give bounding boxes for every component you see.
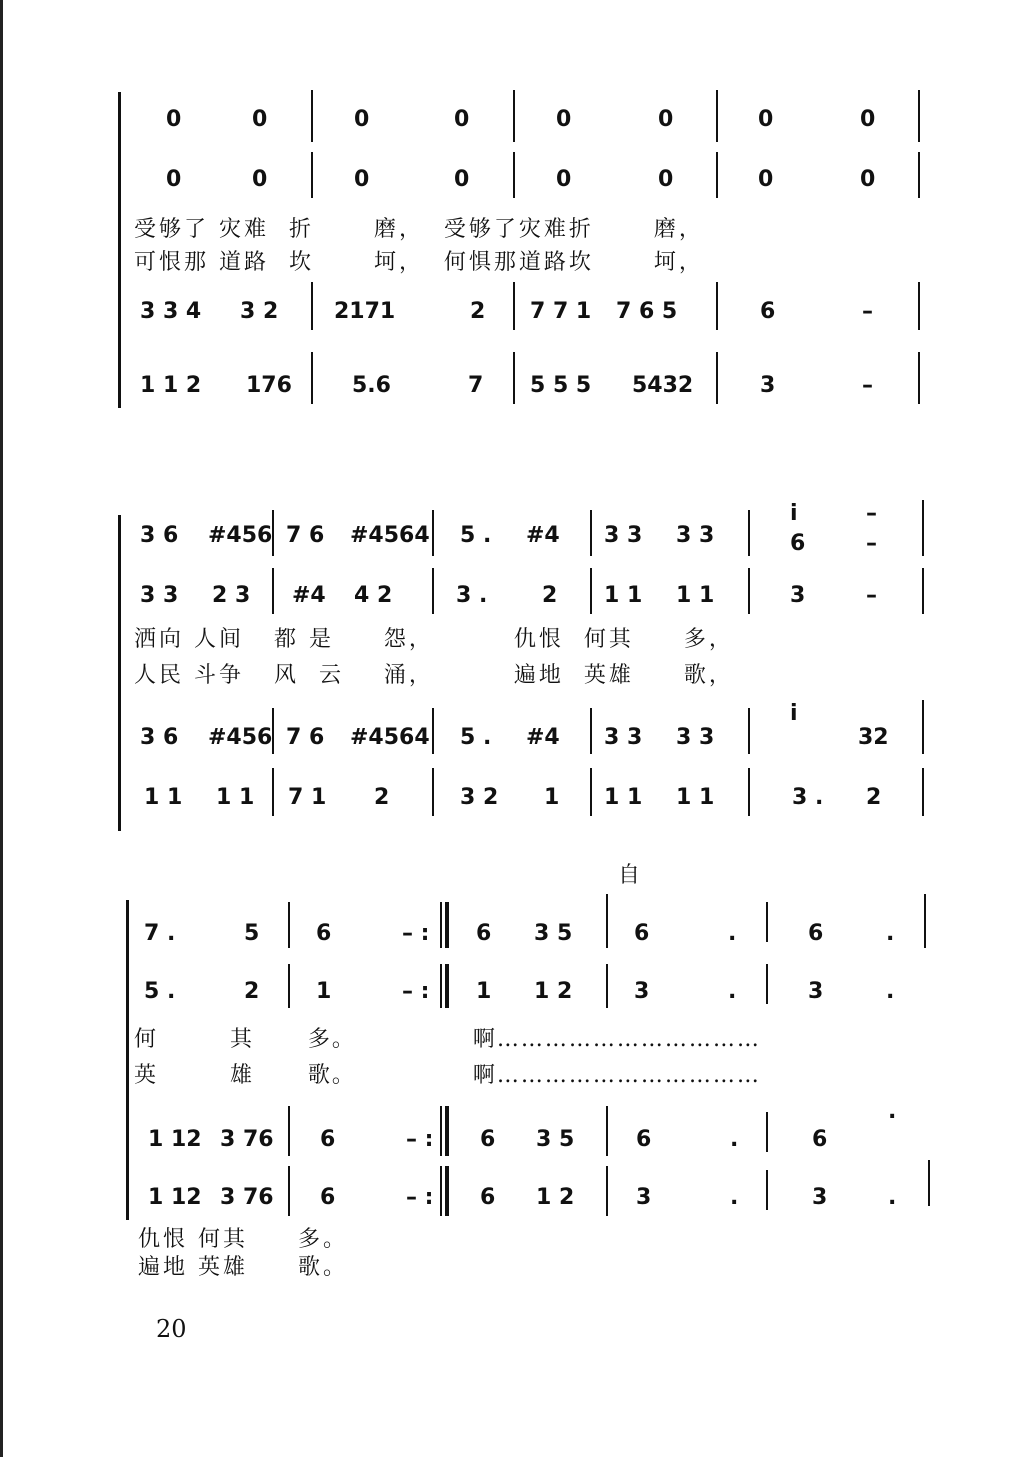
note: 1 1 xyxy=(676,583,715,608)
note: 176 xyxy=(246,373,292,398)
note: 7 6 5 xyxy=(616,299,678,324)
score-row xyxy=(138,784,938,824)
note: #456 xyxy=(208,725,273,750)
bar-line xyxy=(272,768,274,816)
note: 7 . xyxy=(144,921,176,946)
note: 6 xyxy=(812,1127,828,1152)
bar-line xyxy=(432,568,434,614)
note: 5 5 5 xyxy=(530,373,592,398)
note: 1 xyxy=(316,979,332,1004)
bar-line xyxy=(606,1166,608,1216)
note: 0 xyxy=(166,167,182,192)
note: 5.6 xyxy=(352,373,391,398)
note: 1 2 xyxy=(536,1185,575,1210)
note: 0 xyxy=(556,107,572,132)
bar-line xyxy=(513,90,515,142)
note: 2 xyxy=(542,583,558,608)
note: 1 1 xyxy=(604,583,643,608)
note: 5 xyxy=(244,921,260,946)
note: #456 xyxy=(208,523,273,548)
note: 6 xyxy=(480,1185,496,1210)
bar-line xyxy=(288,902,290,948)
double-bar xyxy=(445,902,449,948)
score-row xyxy=(138,978,938,1018)
note: 1 2 xyxy=(534,979,573,1004)
bar-line xyxy=(311,152,313,198)
note: 3 xyxy=(760,373,776,398)
note: 0 xyxy=(252,167,268,192)
note: 6 xyxy=(316,921,332,946)
note: 7 xyxy=(468,373,484,398)
note: 3 3 xyxy=(676,725,715,750)
bar-line xyxy=(766,1170,768,1210)
note: 1 12 xyxy=(148,1127,202,1152)
lyric-line: 人民 斗争 风 云 涌， 遍地 英雄 歌， xyxy=(134,663,734,688)
note: 7 6 xyxy=(286,523,325,548)
bar-line xyxy=(928,1160,930,1206)
bar-line xyxy=(922,500,924,556)
note: 6 xyxy=(634,921,650,946)
bar-line xyxy=(440,964,442,1008)
system-brace xyxy=(126,900,129,1220)
note: 1 1 xyxy=(604,785,643,810)
section-mark: 自 xyxy=(618,863,641,888)
note: 0 xyxy=(758,167,774,192)
note: 6 xyxy=(760,299,776,324)
note: 3 2 xyxy=(240,299,279,324)
note: #4564 xyxy=(350,725,430,750)
bar-line xyxy=(432,768,434,816)
bar-line xyxy=(922,568,924,614)
bar-line xyxy=(311,352,313,404)
system-brace xyxy=(118,92,121,408)
note: 3 3 xyxy=(604,523,643,548)
score-row xyxy=(138,1184,938,1224)
note: 3 6 xyxy=(140,725,179,750)
bar-line xyxy=(918,282,920,330)
bar-line xyxy=(766,902,768,942)
bar-line xyxy=(716,352,718,404)
note: . xyxy=(886,979,895,1004)
lyric-line: 洒向 人间 都 是 怨， 仇恨 何其 多， xyxy=(134,627,734,652)
bar-line xyxy=(748,510,750,556)
bar-line xyxy=(272,568,274,614)
bar-line xyxy=(918,90,920,142)
note: 3 xyxy=(790,583,806,608)
note: 2 xyxy=(244,979,260,1004)
note: 3 3 xyxy=(676,523,715,548)
bar-line xyxy=(918,352,920,404)
note: 1 xyxy=(476,979,492,1004)
lyric-line: 遍地 英雄 歌。 xyxy=(138,1255,348,1280)
lyric-line: 受够了 灾难 折 磨， 受够了灾难折 磨， xyxy=(134,217,704,242)
score-row xyxy=(138,106,938,146)
note: 0 xyxy=(454,167,470,192)
lyric-line: 英 雄 歌。 啊…………………………… xyxy=(134,1063,761,1088)
bar-line xyxy=(748,568,750,614)
note: 3 5 xyxy=(536,1127,575,1152)
note: – : xyxy=(406,1185,434,1210)
note: 2 xyxy=(374,785,390,810)
note: 1 1 xyxy=(144,785,183,810)
note: 4 2 xyxy=(354,583,393,608)
note: i xyxy=(790,501,798,526)
note: 3 xyxy=(634,979,650,1004)
score-row xyxy=(138,298,938,338)
note: #4 xyxy=(292,583,326,608)
bar-line xyxy=(716,282,718,330)
bar-line xyxy=(922,768,924,816)
note: 1 xyxy=(544,785,560,810)
note: 3 3 xyxy=(604,725,643,750)
bar-line xyxy=(590,708,592,754)
note: 3 2 xyxy=(460,785,499,810)
note: 2 3 xyxy=(212,583,251,608)
note: 0 xyxy=(252,107,268,132)
double-bar xyxy=(445,1166,449,1216)
note: – : xyxy=(402,979,430,1004)
note: #4 xyxy=(526,523,560,548)
bar-line xyxy=(513,152,515,198)
note: 1 1 2 xyxy=(140,373,202,398)
note: 6 xyxy=(320,1127,336,1152)
note: 1 1 xyxy=(676,785,715,810)
bar-line xyxy=(924,894,926,948)
bar-line xyxy=(440,1106,442,1156)
note: 7 7 1 xyxy=(530,299,592,324)
system-brace xyxy=(118,515,121,831)
bar-line xyxy=(606,894,608,948)
bar-line xyxy=(272,708,274,754)
note: 6 xyxy=(636,1127,652,1152)
note: . xyxy=(886,921,895,946)
bar-line xyxy=(922,700,924,754)
note: #4 xyxy=(526,725,560,750)
score-row xyxy=(138,701,938,764)
note: 2 xyxy=(470,299,486,324)
note: 0 xyxy=(354,167,370,192)
note: 6 xyxy=(320,1185,336,1210)
bar-line xyxy=(716,152,718,198)
note: 6 xyxy=(480,1127,496,1152)
note: – xyxy=(866,501,877,526)
bar-line xyxy=(440,902,442,948)
note: 3 xyxy=(636,1185,652,1210)
double-bar xyxy=(445,964,449,1008)
note: 3 3 xyxy=(140,583,179,608)
note: . xyxy=(730,1127,739,1152)
lyric-line: 仇恨 何其 多。 xyxy=(138,1227,348,1252)
bar-line xyxy=(606,1106,608,1156)
note: 6 xyxy=(476,921,492,946)
note: i xyxy=(790,701,798,726)
bar-line xyxy=(513,352,515,404)
note: 0 xyxy=(354,107,370,132)
note: – xyxy=(862,373,873,398)
note: 1 1 xyxy=(216,785,255,810)
note: 3 6 xyxy=(140,523,179,548)
note: 3 . xyxy=(792,785,824,810)
bar-line xyxy=(590,768,592,816)
bar-line xyxy=(606,964,608,1008)
note: 3 5 xyxy=(534,921,573,946)
bar-line xyxy=(513,282,515,330)
bar-line xyxy=(272,510,274,556)
note: – : xyxy=(402,921,430,946)
bar-line xyxy=(311,90,313,142)
note: 0 xyxy=(166,107,182,132)
note: . xyxy=(888,1099,897,1124)
score-row xyxy=(138,582,938,622)
score-row xyxy=(138,372,938,412)
bar-line xyxy=(288,1106,290,1156)
note: 3 76 xyxy=(220,1185,274,1210)
note: – xyxy=(866,531,877,556)
note: – xyxy=(862,299,873,324)
note: 7 1 xyxy=(288,785,327,810)
bar-line xyxy=(766,964,768,1004)
note: 5 . xyxy=(460,725,492,750)
note: 3 . xyxy=(456,583,488,608)
note: 3 3 4 xyxy=(140,299,202,324)
note: 3 xyxy=(808,979,824,1004)
note: 5432 xyxy=(632,373,694,398)
bar-line xyxy=(748,708,750,754)
page-edge xyxy=(0,0,3,1457)
bar-line xyxy=(440,1166,442,1216)
note: 3 xyxy=(812,1185,828,1210)
bar-line xyxy=(748,768,750,816)
note: . xyxy=(888,1185,897,1210)
note: 0 xyxy=(860,107,876,132)
note: 0 xyxy=(658,107,674,132)
bar-line xyxy=(311,282,313,330)
score-row xyxy=(138,166,938,206)
double-bar xyxy=(445,1106,449,1156)
note: 5 . xyxy=(144,979,176,1004)
note: 0 xyxy=(556,167,572,192)
note: 32 xyxy=(858,725,889,750)
note: 7 6 xyxy=(286,725,325,750)
note: 2171 xyxy=(334,299,396,324)
bar-line xyxy=(288,1166,290,1216)
note: . xyxy=(728,921,737,946)
note: 0 xyxy=(860,167,876,192)
bar-line xyxy=(766,1112,768,1152)
note: 0 xyxy=(454,107,470,132)
score-row xyxy=(138,530,938,570)
note: 0 xyxy=(758,107,774,132)
bar-line xyxy=(288,964,290,1008)
score-row xyxy=(138,920,938,960)
bar-line xyxy=(432,510,434,556)
note: 1 12 xyxy=(148,1185,202,1210)
note: . xyxy=(730,1185,739,1210)
note: – xyxy=(866,583,877,608)
note: – : xyxy=(406,1127,434,1152)
note: 5 . xyxy=(460,523,492,548)
note: 3 76 xyxy=(220,1127,274,1152)
note: . xyxy=(728,979,737,1004)
bar-line xyxy=(432,708,434,754)
score-row xyxy=(138,1099,938,1166)
note: 6 xyxy=(808,921,824,946)
bar-line xyxy=(590,568,592,614)
note: 6 xyxy=(790,531,806,556)
lyric-line: 可恨那 道路 坎 坷， 何惧那道路坎 坷， xyxy=(134,250,704,275)
bar-line xyxy=(918,152,920,198)
page-number: 20 xyxy=(156,1315,187,1343)
note: #4564 xyxy=(350,523,430,548)
bar-line xyxy=(590,510,592,556)
note: 0 xyxy=(658,167,674,192)
bar-line xyxy=(716,90,718,142)
lyric-line: 何 其 多。 啊…………………………… xyxy=(134,1027,761,1052)
note: 2 xyxy=(866,785,882,810)
